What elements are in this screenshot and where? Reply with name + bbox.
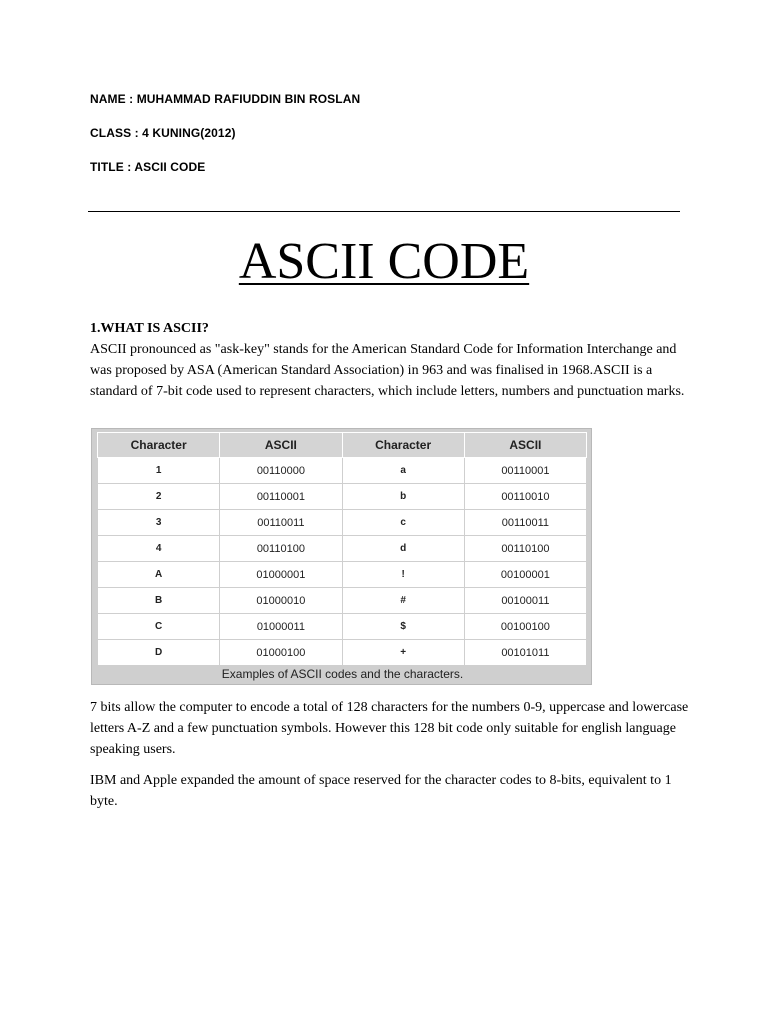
document-title-label: TITLE : ASCII CODE <box>90 160 206 174</box>
paragraph-8-bit: IBM and Apple expanded the amount of space reserved for the character codes to 8-bits, equivalent to 1 byte. <box>90 773 672 809</box>
student-class: CLASS : 4 KUNING(2012) <box>90 126 236 140</box>
table-row <box>98 484 587 510</box>
table-row <box>98 536 587 562</box>
table-cell: b <box>342 484 464 510</box>
table-row <box>98 614 587 640</box>
table-cell: C <box>98 614 220 640</box>
table-cell: B <box>98 588 220 614</box>
column-header: ASCII <box>464 433 586 458</box>
table-cell: 3 <box>98 510 220 536</box>
table-cell: 00110011 <box>464 510 586 536</box>
table-cell: 00100001 <box>464 562 586 588</box>
table-row <box>98 562 587 588</box>
section-heading: 1.WHAT IS ASCII? <box>90 321 209 336</box>
table-cell: 00101011 <box>464 640 586 666</box>
table-cell: 01000010 <box>220 588 342 614</box>
what-is-ascii-section <box>90 318 690 402</box>
ascii-table <box>97 432 587 666</box>
table-cell: ! <box>342 562 464 588</box>
horizontal-divider <box>88 211 680 212</box>
table-cell: a <box>342 458 464 484</box>
table-cell: A <box>98 562 220 588</box>
paragraph-7-bit: 7 bits allow the computer to encode a total of 128 characters for the numbers 0-9, uppercase and lowercase letters A-Z and a few punctuation symbols. However this 128 bit code only suitable for english language speaking users. <box>90 700 689 757</box>
section-body: ASCII pronounced as "ask-key" stands for the American Standard Code for Information Interchange and was proposed by ASA (American Standard Association) in 963 and was finalised in 1968.ASCII is a standard of 7-bit code used to represent characters, which include letters, numbers and punctuation marks. <box>90 342 685 399</box>
table-cell: 00110010 <box>464 484 586 510</box>
table-cell: 4 <box>98 536 220 562</box>
column-header: ASCII <box>220 433 342 458</box>
table-cell: 01000001 <box>220 562 342 588</box>
table-cell: 00110100 <box>464 536 586 562</box>
table-cell: 1 <box>98 458 220 484</box>
column-header: Character <box>98 433 220 458</box>
table-cell: 01000011 <box>220 614 342 640</box>
table-cell: 2 <box>98 484 220 510</box>
table-header-row <box>98 433 587 458</box>
table-cell: 00100011 <box>464 588 586 614</box>
table-cell: 00110001 <box>220 484 342 510</box>
table-row <box>98 510 587 536</box>
page-heading <box>0 228 768 296</box>
student-name: NAME : MUHAMMAD RAFIUDDIN BIN ROSLAN <box>90 92 361 106</box>
table-cell: d <box>342 536 464 562</box>
page-heading-text: ASCII CODE <box>238 233 530 290</box>
column-header: Character <box>342 433 464 458</box>
table-cell: $ <box>342 614 464 640</box>
table-cell: + <box>342 640 464 666</box>
figure-caption: Examples of ASCII codes and the characters. <box>221 667 464 681</box>
ascii-table-figure <box>91 428 592 685</box>
table-cell: # <box>342 588 464 614</box>
table-row <box>98 458 587 484</box>
table-cell: 01000100 <box>220 640 342 666</box>
table-cell: 00110000 <box>220 458 342 484</box>
table-cell: c <box>342 510 464 536</box>
table-cell: 00110011 <box>220 510 342 536</box>
table-cell: D <box>98 640 220 666</box>
table-row <box>98 640 587 666</box>
table-cell: 00110001 <box>464 458 586 484</box>
table-cell: 00100100 <box>464 614 586 640</box>
table-row <box>98 588 587 614</box>
table-cell: 00110100 <box>220 536 342 562</box>
